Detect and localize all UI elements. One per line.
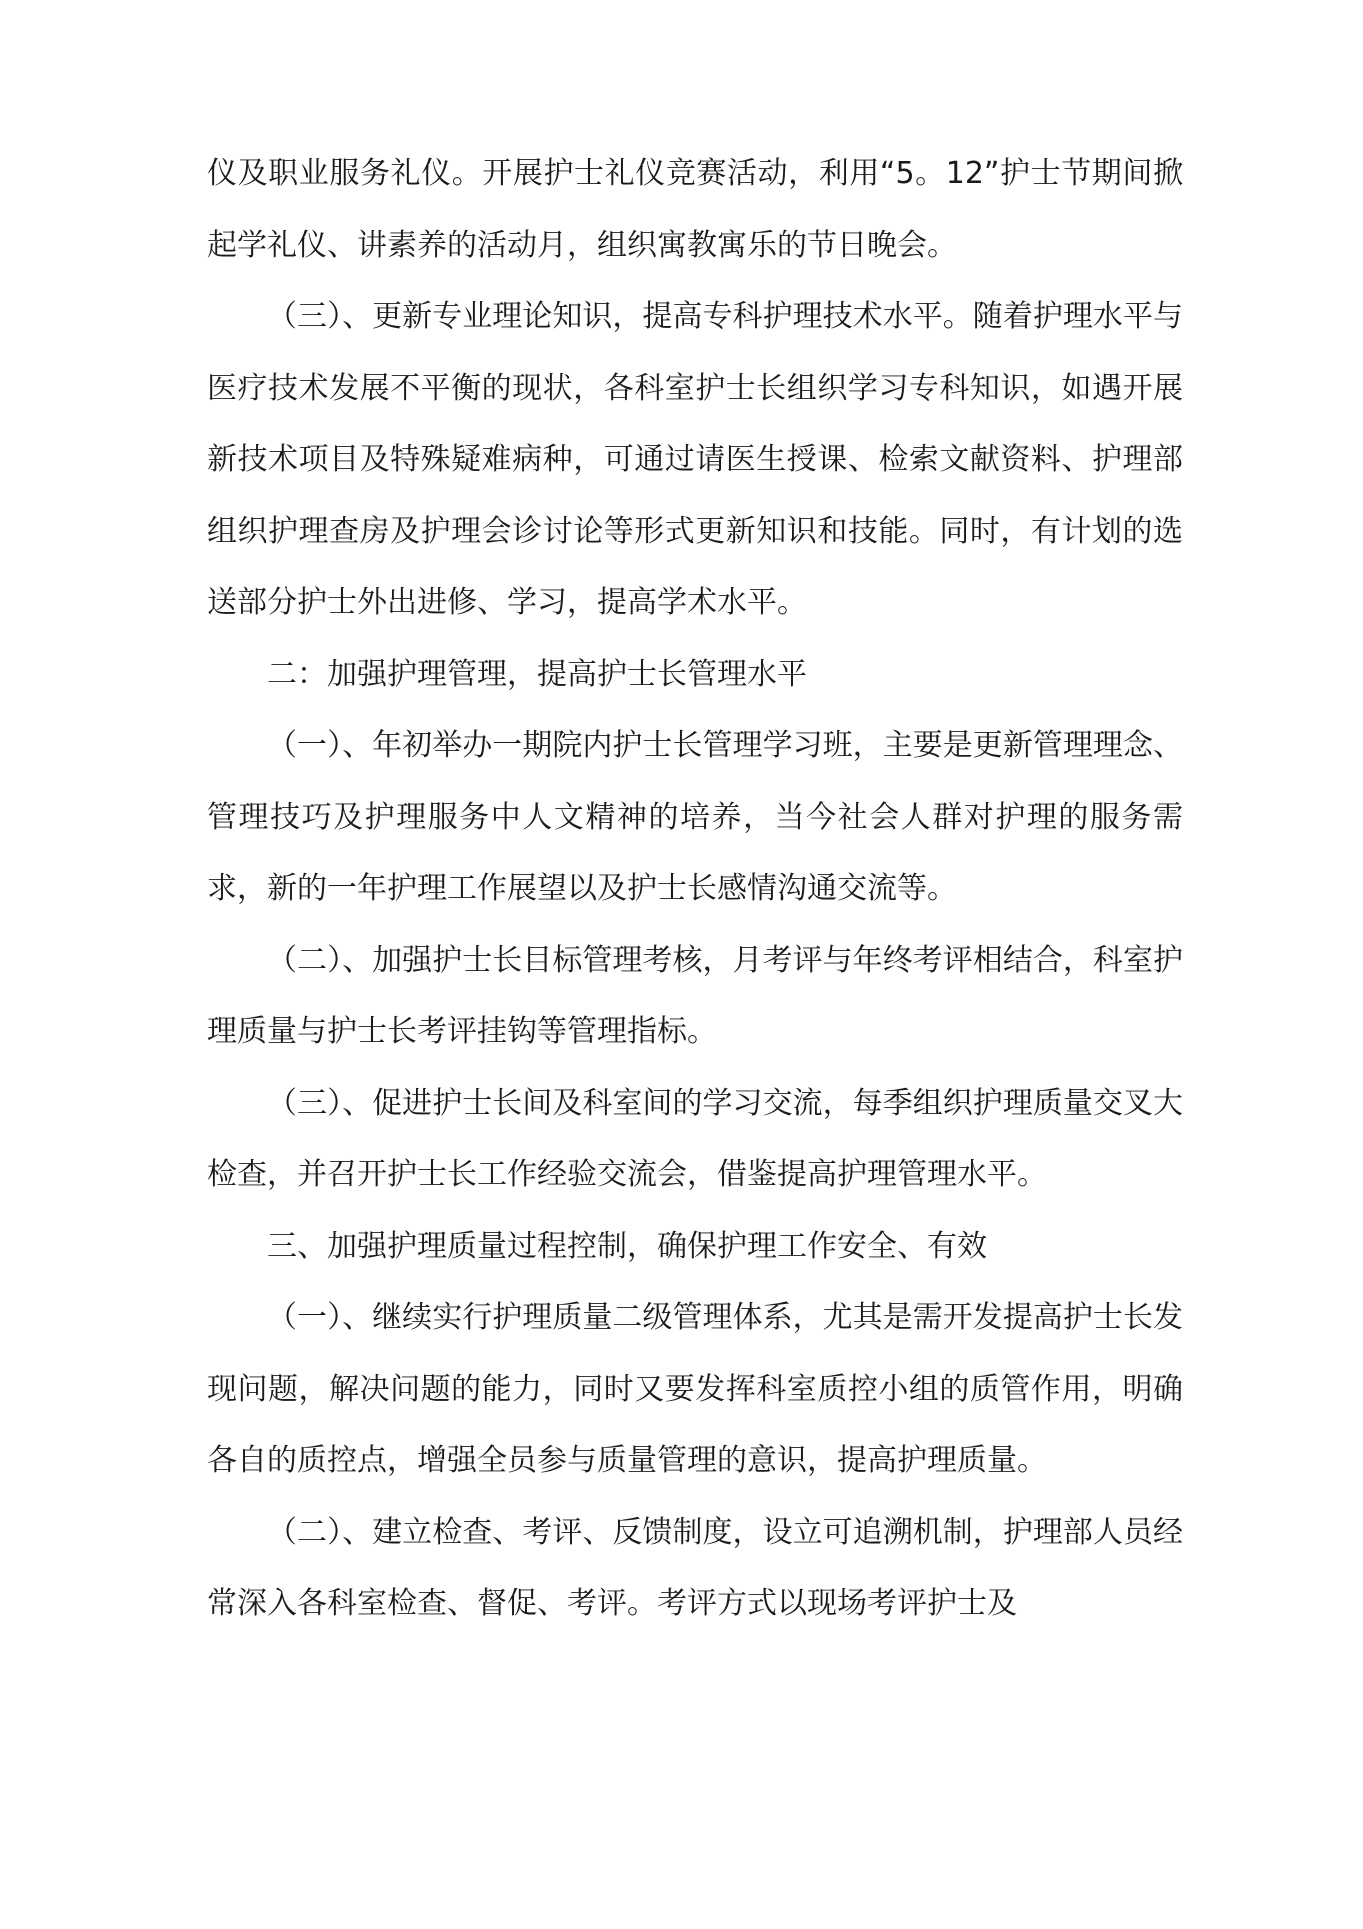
- paragraph-continued: 仪及职业服务礼仪。开展护士礼仪竞赛活动，利用“5。12”护士节期间掀起学礼仪、讲素养的活动月，组织寓教寓乐的节日晚会。: [207, 156, 1183, 263]
- paragraph-1-3: （三）、更新专业理论知识，提高专科护理技术水平。随着护理水平与医疗技术发展不平衡的现状，各科室护士长组织学习专科知识，如遇开展新技术项目及特殊疑难病种，可通过请医生授课、检索文献资料、护理部组织护理查房及护理会诊讨论等形式更新知识和技能。同时，有计划的选送部分护士外出进修、学习，提高学术水平。: [207, 299, 1183, 620]
- paragraph-2-2: （二）、加强护士长目标管理考核，月考评与年终考评相结合，科室护理质量与护士长考评挂钩等管理指标。: [207, 942, 1183, 1049]
- paragraph-3-2: （二）、建立检查、考评、反馈制度，设立可追溯机制，护理部人员经常深入各科室检查、督促、考评。考评方式以现场考评护士及: [207, 1514, 1183, 1621]
- section-heading-3: 三、加强护理质量过程控制，确保护理工作安全、有效: [267, 1228, 987, 1264]
- paragraph-2-3: （三）、促进护士长间及科室间的学习交流，每季组织护理质量交叉大检查，并召开护士长工作经验交流会，借鉴提高护理管理水平。: [207, 1085, 1183, 1192]
- paragraph-3-1: （一）、继续实行护理质量二级管理体系，尤其是需开发提高护士长发现问题，解决问题的能力，同时又要发挥科室质控小组的质管作用，明确各自的质控点，增强全员参与质量管理的意识，提高护理质量。: [207, 1300, 1183, 1478]
- document-body: [207, 138, 1183, 1640]
- section-heading-2: 二：加强护理管理，提高护士长管理水平: [267, 656, 807, 692]
- paragraph-2-1: （一）、年初举办一期院内护士长管理学习班，主要是更新管理理念、管理技巧及护理服务中人文精神的培养，当今社会人群对护理的服务需求，新的一年护理工作展望以及护士长感情沟通交流等。: [207, 728, 1183, 906]
